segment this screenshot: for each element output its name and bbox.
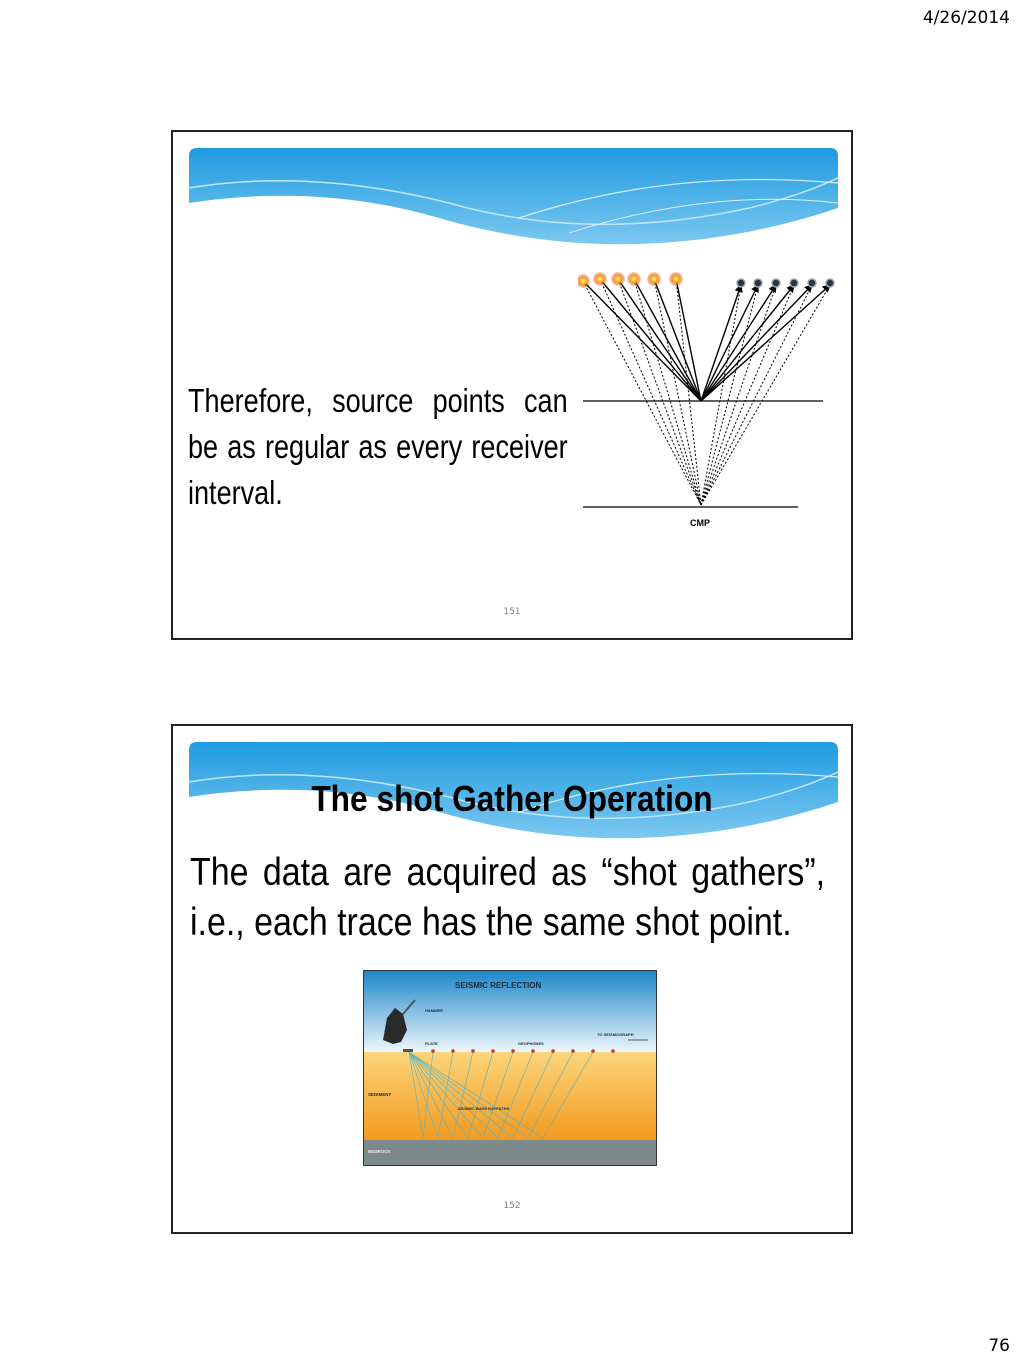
figure-title: SEISMIC REFLECTION	[455, 981, 542, 990]
slide-152	[171, 724, 853, 1234]
slide-title: The shot Gather Operation	[311, 778, 713, 819]
wave-banner	[189, 148, 838, 248]
page-number: 76	[988, 1336, 1010, 1356]
slide-number: 152	[503, 1201, 521, 1211]
slide-number: 151	[503, 607, 521, 617]
slide-151	[171, 130, 853, 640]
raypaths-label: SEISMIC WAVE RAYPATHS	[458, 1106, 510, 1111]
bedrock-label: BEDROCK	[368, 1149, 391, 1154]
slide-body-text: Therefore, source points can be as regular as every receiver interval.	[188, 382, 568, 511]
sediment-label: SEDIMENT	[368, 1092, 392, 1097]
plate-label: PLATE	[425, 1041, 438, 1046]
hammer-label: HAMMER	[425, 1008, 443, 1013]
cmp-label: CMP	[690, 518, 710, 528]
page-date: 4/26/2014	[922, 8, 1010, 28]
cmp-raypath-diagram	[578, 267, 838, 537]
to-seismograph-label: TO SEISMOGRAPH	[597, 1032, 634, 1037]
slide-body-text: The data are acquired as “shot gathers”, i.e., each trace has the same shot point.	[190, 851, 826, 944]
geophones-label: GEOPHONES	[518, 1041, 544, 1046]
seismic-reflection-figure	[363, 970, 657, 1166]
